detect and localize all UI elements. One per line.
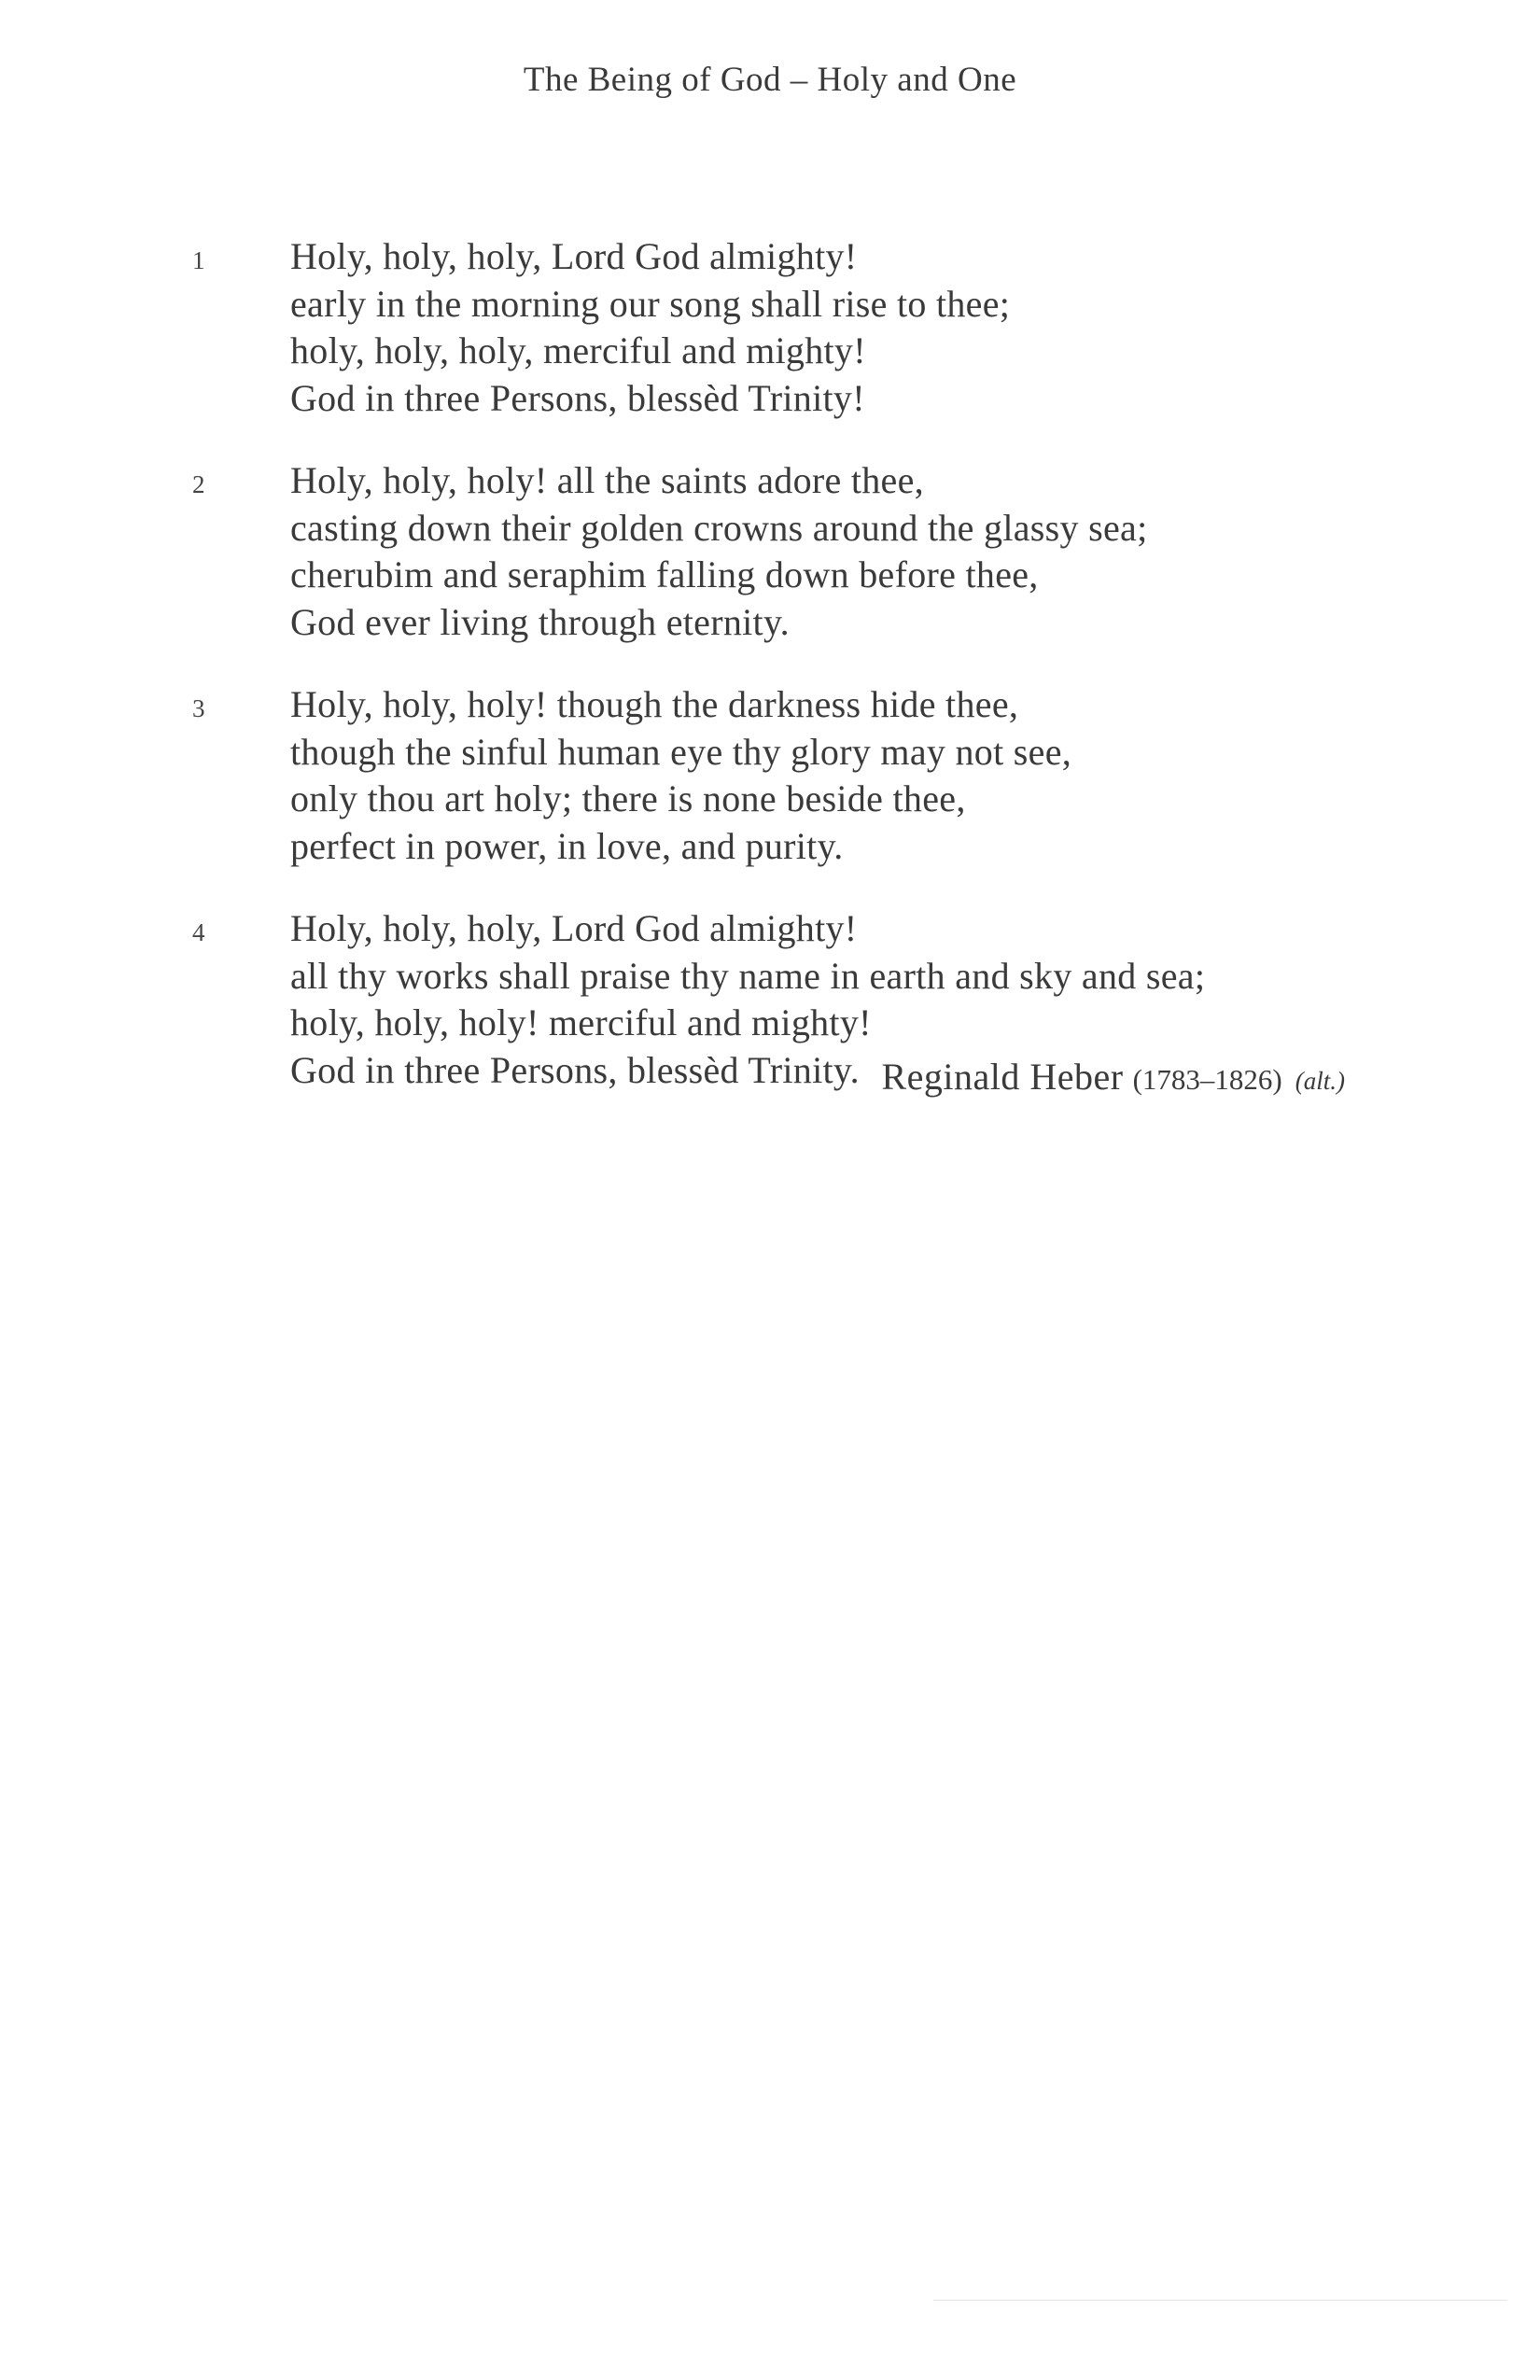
verse-line: Holy, holy, holy! all the saints adore thee, <box>290 459 924 501</box>
verse-number: 1 <box>192 246 205 274</box>
verse-line: perfect in power, in love, and purity. <box>290 824 844 867</box>
verse-line: casting down their golden crowns around the glassy sea; <box>290 506 1148 549</box>
verse-line: God ever living through eternity. <box>290 600 790 643</box>
page-title: The Being of God – Holy and One <box>523 61 1017 99</box>
verse-3 <box>0 681 1540 870</box>
attribution <box>881 1055 1345 1099</box>
verse-line: God in three Persons, blessèd Trinity! <box>290 376 865 419</box>
alteration-note: (alt.) <box>1295 1067 1345 1095</box>
verse-line: Holy, holy, holy, Lord God almighty! <box>290 907 858 949</box>
verse-line: Holy, holy, holy, Lord God almighty! <box>290 235 858 277</box>
verse-number: 3 <box>192 694 205 722</box>
verse-1 <box>0 233 1540 422</box>
verse-line: cherubim and seraphim falling down before thee, <box>290 553 1039 596</box>
verse-line: holy, holy, holy! merciful and mighty! <box>290 1001 872 1044</box>
verse-line: holy, holy, holy, merciful and mighty! <box>290 329 866 372</box>
author-dates: (1783–1826) <box>1132 1063 1282 1096</box>
verse-line: though the sinful human eye thy glory may not see, <box>290 730 1072 773</box>
footer-rule <box>933 2300 1507 2301</box>
verse-line: early in the morning our song shall rise to thee; <box>290 282 1011 325</box>
verse-line: all thy works shall praise thy name in earth and sky and sea; <box>290 954 1206 997</box>
verse-number: 4 <box>192 918 205 946</box>
verse-lines <box>290 681 1071 870</box>
verse-line: Holy, holy, holy! though the darkness hide thee, <box>290 683 1019 725</box>
verse-2 <box>0 457 1540 646</box>
verse-line: God in three Persons, blessèd Trinity. <box>290 1048 860 1091</box>
hymn-text <box>0 233 1540 1129</box>
verse-number: 2 <box>192 470 205 498</box>
verse-line: only thou art holy; there is none beside thee, <box>290 777 966 820</box>
verse-lines <box>290 457 1148 646</box>
author-name: Reginald Heber <box>881 1056 1124 1098</box>
verse-lines <box>290 233 1010 422</box>
